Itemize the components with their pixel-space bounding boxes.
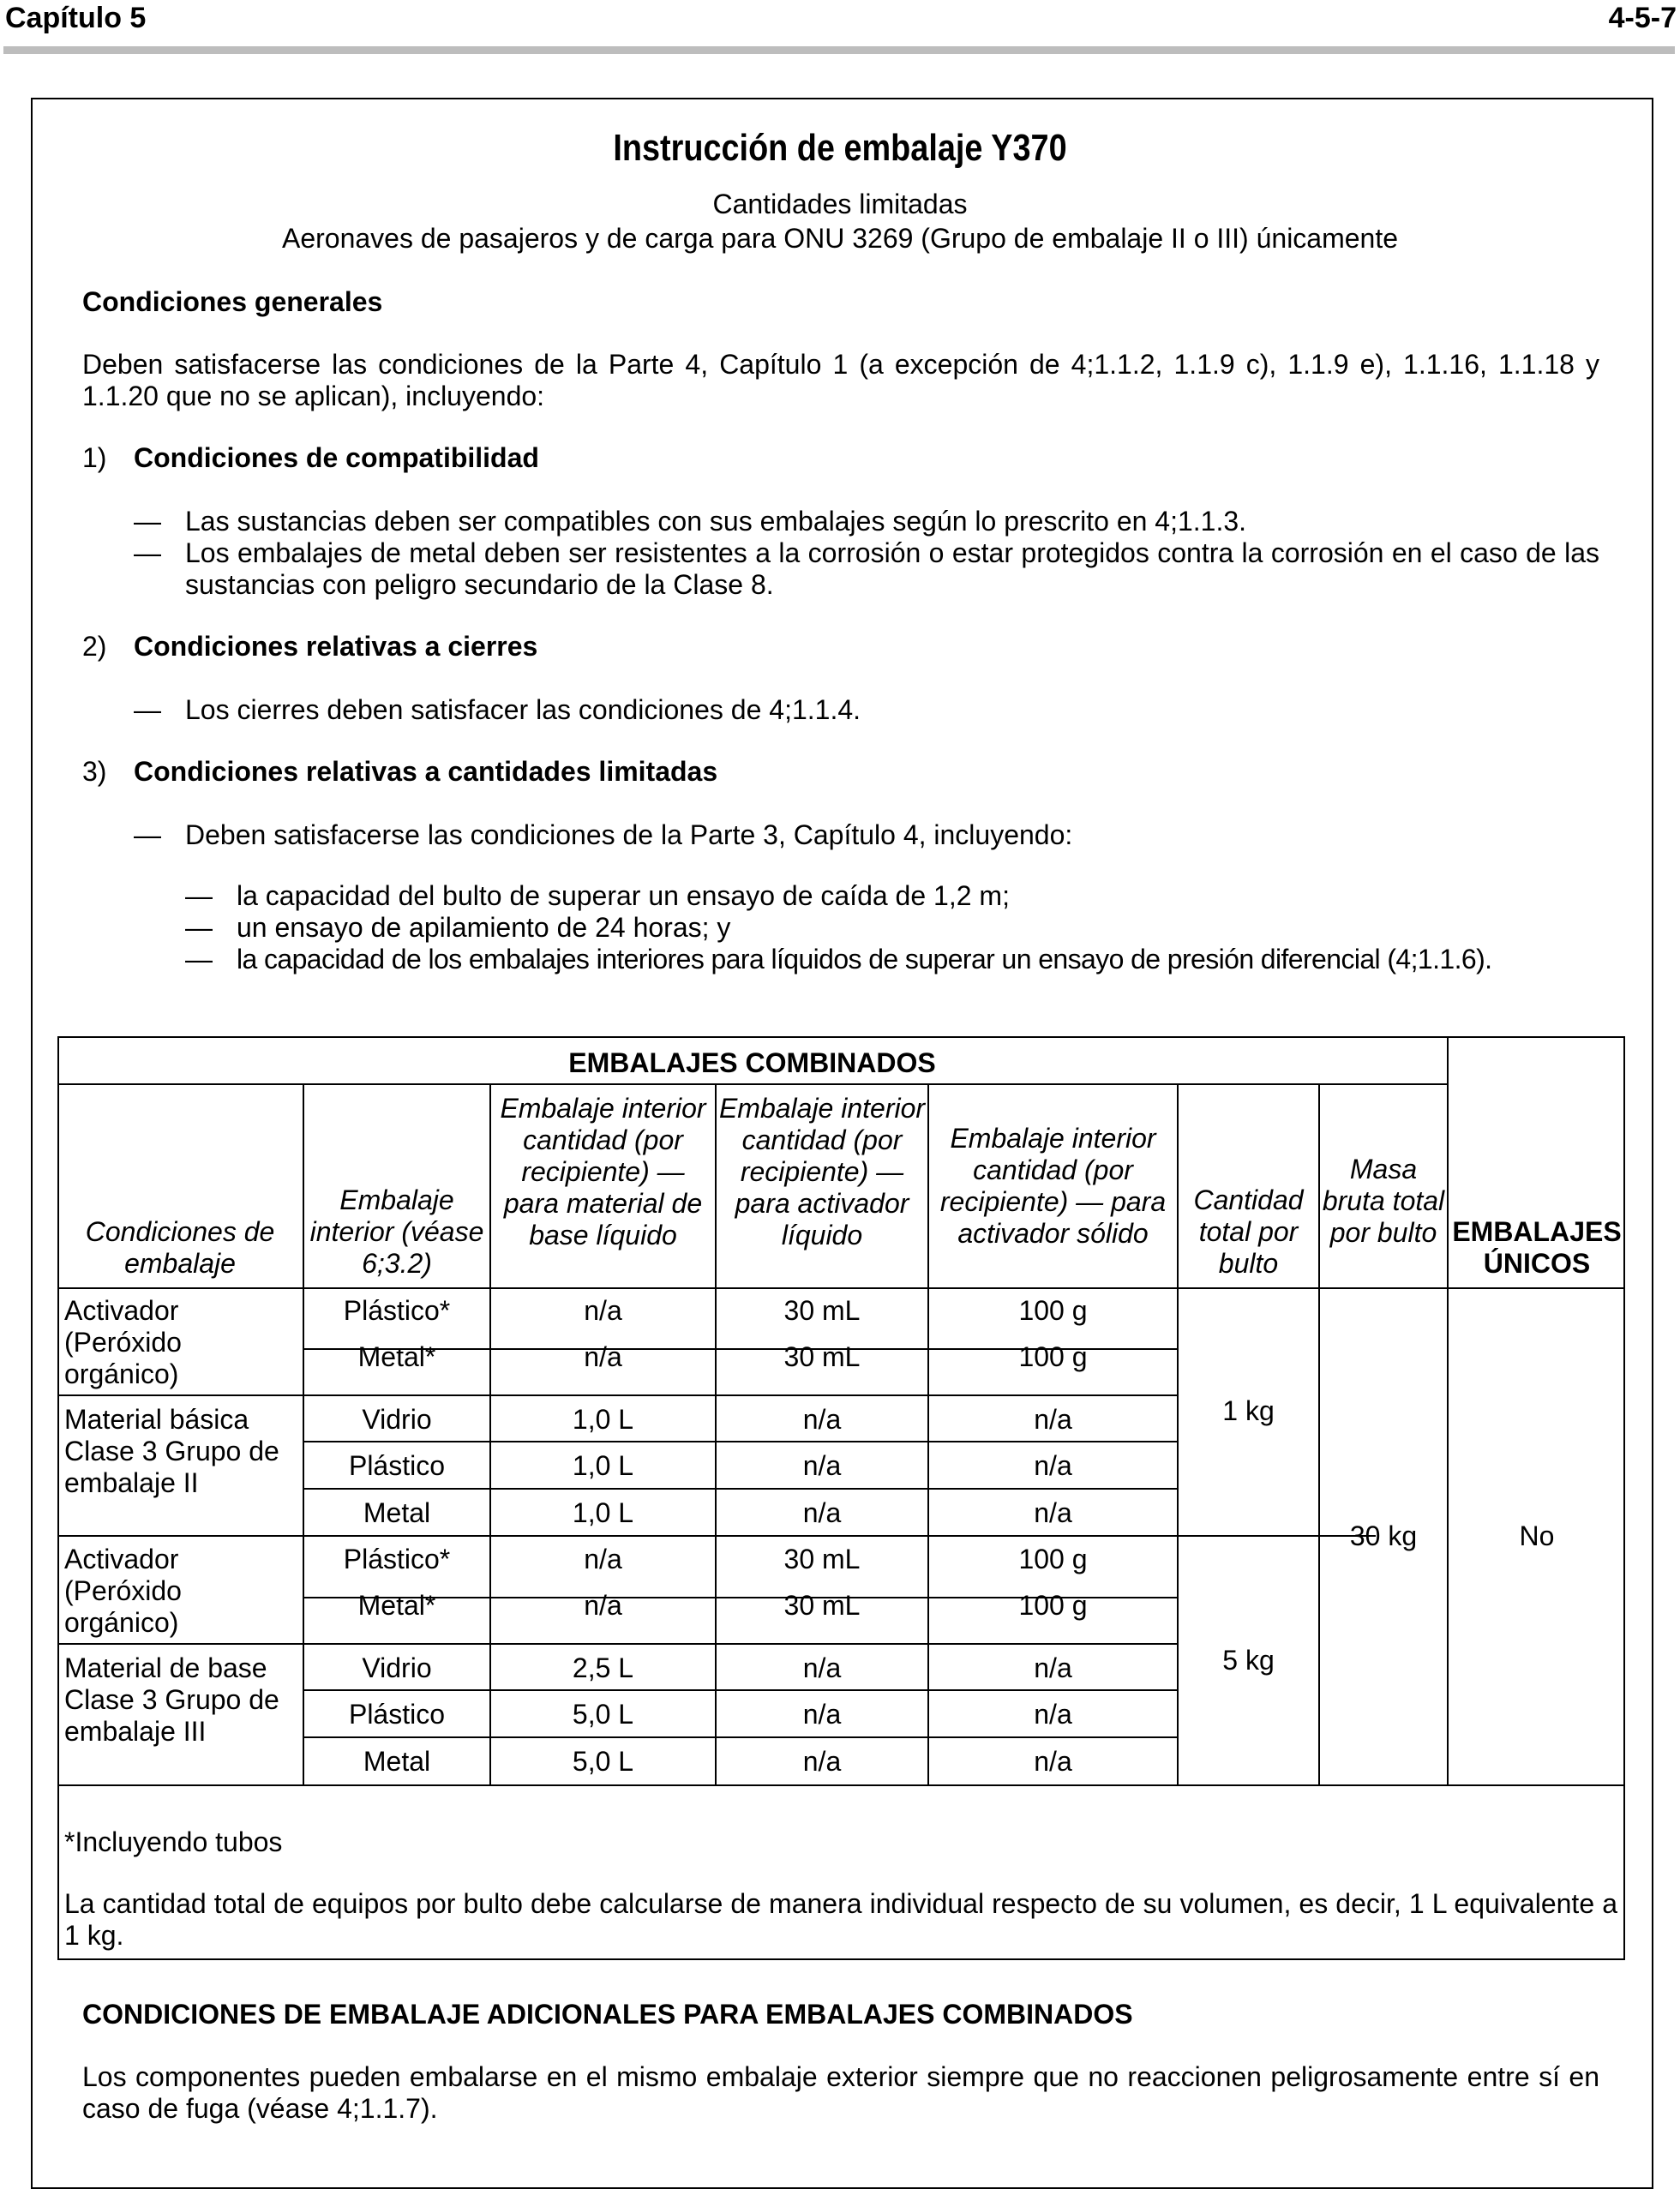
list-item: Deben satisfacerse las condiciones de la Parte 3, Capítulo 4, incluyendo:: [185, 819, 1073, 850]
solid-activator-cell: n/a: [1034, 1450, 1072, 1481]
table-rule: [57, 1394, 1177, 1396]
liquid-activator-cell: 30 mL: [783, 1544, 861, 1574]
condition-cell: Activador (Peróxido orgánico): [64, 1295, 182, 1389]
liquid-base-cell: n/a: [584, 1295, 622, 1326]
inner-packaging-cell: Metal*: [357, 1590, 436, 1621]
condition-cell: Material básica Clase 3 Grupo de embalaje II: [64, 1404, 279, 1498]
inner-packaging-cell: Plástico*: [343, 1295, 451, 1326]
inner-packaging-cell: Vidrio: [362, 1652, 432, 1683]
dash: —: [185, 912, 213, 943]
table-rule: [57, 1083, 1447, 1085]
col-header-liquid-base: Embalaje interior cantidad (por recipiente) — para material de base líquido: [500, 1093, 706, 1250]
inner-packaging-cell: Vidrio: [362, 1404, 432, 1435]
table-footnote: *Incluyendo tubos: [64, 1826, 283, 1857]
solid-activator-cell: 100 g: [1018, 1295, 1088, 1326]
liquid-base-cell: 5,0 L: [572, 1699, 634, 1730]
section-heading-limited-quantities: Condiciones relativas a cantidades limitadas: [134, 756, 718, 787]
col-header-liquid-activator: Embalaje interior cantidad (por recipiente) — para activador líquido: [718, 1093, 926, 1250]
solid-activator-cell: n/a: [1034, 1746, 1072, 1777]
page-title: Instrucción de embalaje Y370: [613, 127, 1067, 169]
table-rule: [303, 1441, 1177, 1442]
table-rule: [1447, 1036, 1449, 1784]
total-qty-cell: 5 kg: [1222, 1645, 1275, 1676]
dash: —: [134, 819, 161, 850]
table-rule: [57, 1784, 1625, 1786]
table-rule: [303, 1736, 1177, 1738]
table-rule: [57, 1643, 1177, 1645]
col-header-total-qty: Cantidad total por bulto: [1193, 1184, 1304, 1279]
general-heading: Condiciones generales: [82, 286, 383, 317]
inner-packaging-cell: Metal: [363, 1746, 431, 1777]
liquid-activator-cell: 30 mL: [783, 1590, 861, 1621]
table-rule: [303, 1689, 1177, 1691]
condition-cell: Activador (Peróxido orgánico): [64, 1544, 182, 1638]
liquid-activator-cell: n/a: [802, 1699, 842, 1730]
section-number: 2): [82, 631, 107, 662]
liquid-activator-cell: n/a: [802, 1404, 842, 1435]
condition-cell: Material de base Clase 3 Grupo de embalaje III: [64, 1652, 279, 1747]
inner-packaging-cell: Metal: [363, 1497, 431, 1528]
header-rule: [3, 46, 1675, 54]
total-qty-cell: 1 kg: [1222, 1395, 1275, 1426]
list-item: Los embalajes de metal deben ser resistentes a la corrosión o estar protegidos contra la corrosión en el caso de las sustancias con peligro secundario de la Clase 8.: [185, 537, 1599, 600]
liquid-base-cell: 2,5 L: [572, 1652, 634, 1683]
col-header-single-packagings: EMBALAJES ÚNICOS: [1452, 1216, 1622, 1279]
table-rule: [57, 1287, 1625, 1289]
additional-heading: CONDICIONES DE EMBALAJE ADICIONALES PARA EMBALAJES COMBINADOS: [82, 1999, 1133, 2030]
section-heading-compatibility: Condiciones de compatibilidad: [134, 442, 539, 473]
group-header-combined: EMBALAJES COMBINADOS: [568, 1047, 936, 1078]
col-header-conditions: Condiciones de embalaje: [85, 1216, 275, 1279]
section-number: 3): [82, 756, 107, 787]
gross-mass-cell: 30 kg: [1349, 1520, 1418, 1551]
list-item: Los cierres deben satisfacer las condiciones de 4;1.1.4.: [185, 694, 861, 725]
inner-packaging-cell: Plástico*: [343, 1544, 451, 1574]
list-item: Las sustancias deben ser compatibles con sus embalajes según lo prescrito en 4;1.1.3.: [185, 506, 1247, 537]
page-header: [0, 0, 1680, 55]
liquid-activator-cell: n/a: [802, 1652, 842, 1683]
col-header-solid-activator: Embalaje interior cantidad (por recipiente) — para activador sólido: [939, 1123, 1167, 1249]
liquid-activator-cell: 30 mL: [783, 1295, 861, 1326]
solid-activator-cell: n/a: [1034, 1497, 1072, 1528]
solid-activator-cell: 100 g: [1018, 1341, 1088, 1372]
dash: —: [134, 506, 161, 537]
solid-activator-cell: 100 g: [1018, 1544, 1088, 1574]
dash: —: [185, 944, 213, 975]
sub-list-item: la capacidad del bulto de superar un ensayo de caída de 1,2 m;: [237, 880, 1010, 911]
sub-list-item: un ensayo de apilamiento de 24 horas; y: [237, 912, 731, 943]
subtitle-aircraft: Aeronaves de pasajeros y de carga para ONU 3269 (Grupo de embalaje II o III) únicamente: [281, 223, 1399, 254]
liquid-activator-cell: n/a: [802, 1497, 842, 1528]
liquid-base-cell: 1,0 L: [572, 1404, 634, 1435]
liquid-activator-cell: n/a: [802, 1450, 842, 1481]
liquid-base-cell: 1,0 L: [572, 1450, 634, 1481]
subtitle-limited-quantities: Cantidades limitadas: [712, 189, 968, 219]
section-heading-closures: Condiciones relativas a cierres: [134, 631, 538, 662]
dash: —: [134, 537, 161, 568]
col-header-gross-mass: Masa bruta total por bulto: [1322, 1154, 1445, 1248]
inner-packaging-cell: Metal*: [357, 1341, 436, 1372]
liquid-base-cell: n/a: [584, 1544, 622, 1574]
table-note: La cantidad total de equipos por bulto debe calcularse de manera individual respecto de su volumen, es decir, 1 L equivalente a 1 kg.: [64, 1888, 1617, 1951]
dash: —: [185, 880, 213, 911]
dash: —: [134, 694, 161, 725]
solid-activator-cell: n/a: [1034, 1699, 1072, 1730]
solid-activator-cell: n/a: [1034, 1652, 1072, 1683]
liquid-base-cell: n/a: [584, 1341, 622, 1372]
solid-activator-cell: 100 g: [1018, 1590, 1088, 1621]
page-number: 4-5-7: [1608, 2, 1677, 34]
single-packagings-cell: No: [1519, 1520, 1555, 1551]
liquid-base-cell: n/a: [584, 1590, 622, 1621]
inner-packaging-cell: Plástico: [348, 1450, 446, 1481]
section-number: 1): [82, 442, 107, 473]
liquid-activator-cell: 30 mL: [783, 1341, 861, 1372]
chapter-label: Capítulo 5: [5, 2, 147, 34]
liquid-base-cell: 5,0 L: [572, 1746, 634, 1777]
liquid-activator-cell: n/a: [802, 1746, 842, 1777]
liquid-base-cell: 1,0 L: [572, 1497, 634, 1528]
additional-text: Los componentes pueden embalarse en el mismo embalaje exterior siempre que no reaccionen peligrosamente entre sí en caso de fuga (véase 4;1.1.7).: [82, 2061, 1599, 2124]
general-text: Deben satisfacerse las condiciones de la Parte 4, Capítulo 1 (a excepción de 4;1.1.2, 1.1.9 c), 1.1.9 e), 1.1.16, 1.1.18 y 1.1.20 que no se aplican), incluyendo:: [82, 349, 1599, 411]
col-header-inner-packaging: Embalaje interior (véase 6;3.2): [309, 1184, 484, 1279]
solid-activator-cell: n/a: [1034, 1404, 1072, 1435]
inner-packaging-cell: Plástico: [348, 1699, 446, 1730]
sub-list-item: la capacidad de los embalajes interiores para líquidos de superar un ensayo de presión diferencial (4;1.1.6).: [237, 944, 1492, 975]
table-rule: [303, 1488, 1177, 1490]
